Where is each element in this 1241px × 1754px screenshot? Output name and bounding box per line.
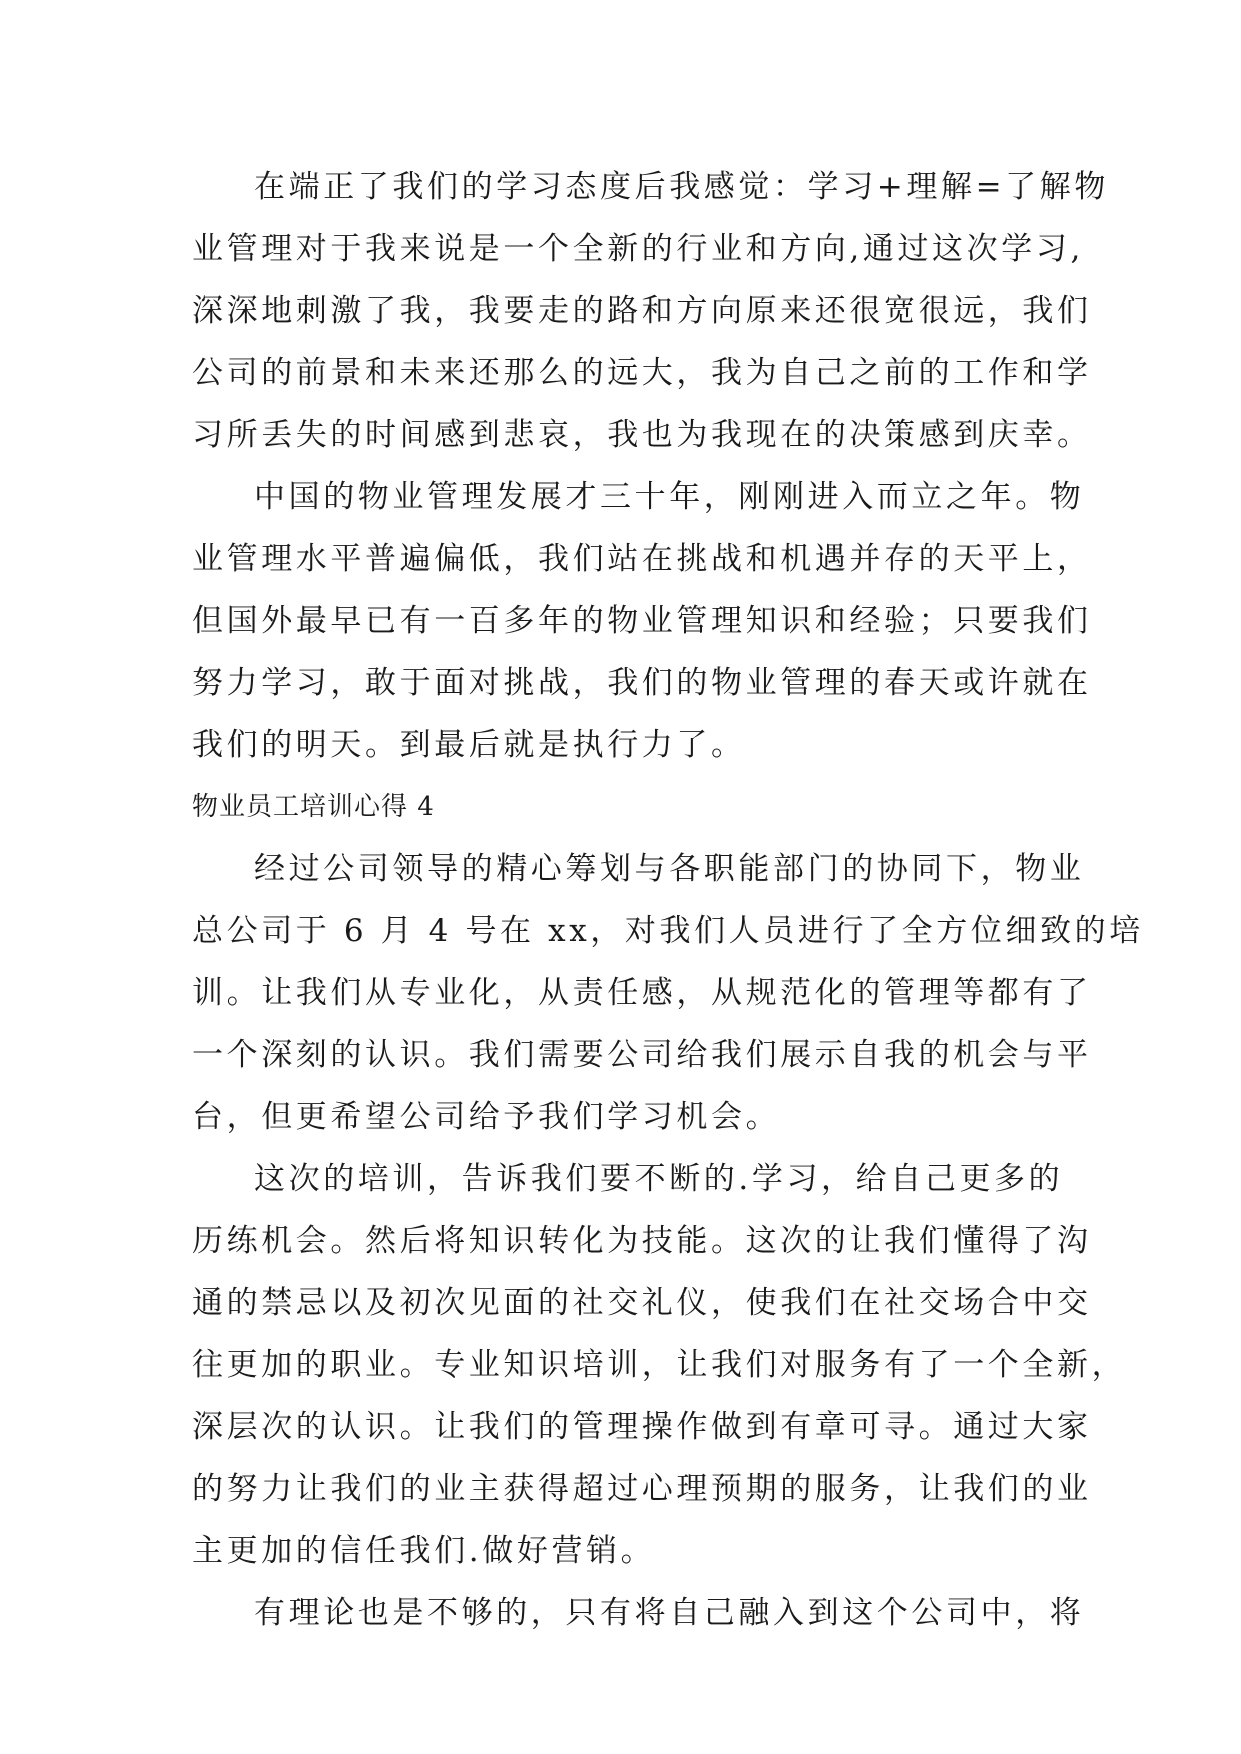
paragraph-line: 习所丢失的时间感到悲哀，我也为我现在的决策感到庆幸。 [192,417,1092,453]
document-body [192,156,1144,1644]
section-heading: 物业员工培训心得 4 [192,792,435,822]
paragraph-line: 我们的明天。到最后就是执行力了。 [192,727,746,763]
paragraph-line: 在端正了我们的学习态度后我感觉：学习+理解=了解物 [254,169,1109,205]
paragraph-line: 经过公司领导的精心筹划与各职能部门的协同下，物业 [254,851,1085,887]
paragraph-line: 深层次的认识。让我们的管理操作做到有章可寻。通过大家 [192,1409,1092,1445]
paragraph-line: 公司的前景和未来还那么的远大，我为自己之前的工作和学 [192,355,1092,391]
paragraph-line: 努力学习，敢于面对挑战，我们的物业管理的春天或许就在 [192,665,1092,701]
paragraph-line: 总公司于 6 月 4 号在 xx，对我们人员进行了全方位细致的培 [192,913,1144,949]
paragraph-line: 一个深刻的认识。我们需要公司给我们展示自我的机会与平 [192,1037,1092,1073]
paragraph-line: 但国外最早已有一百多年的物业管理知识和经验；只要我们 [192,603,1092,639]
paragraph-line: 业管理对于我来说是一个全新的行业和方向,通过这次学习, [192,231,1084,267]
paragraph-line: 中国的物业管理发展才三十年，刚刚进入而立之年。物 [254,479,1085,515]
paragraph-line: 台，但更希望公司给予我们学习机会。 [192,1099,781,1135]
paragraph-line: 通的禁忌以及初次见面的社交礼仪，使我们在社交场合中交 [192,1285,1092,1321]
paragraph-line: 有理论也是不够的，只有将自己融入到这个公司中，将 [254,1595,1085,1631]
paragraph-line: 往更加的职业。专业知识培训，让我们对服务有了一个全新， [192,1347,1127,1383]
paragraph-line: 主更加的信任我们.做好营销。 [192,1533,656,1569]
paragraph-line: 业管理水平普遍偏低，我们站在挑战和机遇并存的天平上， [192,541,1092,577]
paragraph-line: 历练机会。然后将知识转化为技能。这次的让我们懂得了沟 [192,1223,1092,1259]
paragraph-line: 这次的培训，告诉我们要不断的.学习，给自己更多的 [254,1161,1064,1197]
paragraph-line: 的努力让我们的业主获得超过心理预期的服务，让我们的业 [192,1471,1092,1507]
paragraph-line: 深深地刺激了我，我要走的路和方向原来还很宽很远，我们 [192,293,1092,329]
paragraph-line: 训。让我们从专业化，从责任感，从规范化的管理等都有了 [192,975,1092,1011]
